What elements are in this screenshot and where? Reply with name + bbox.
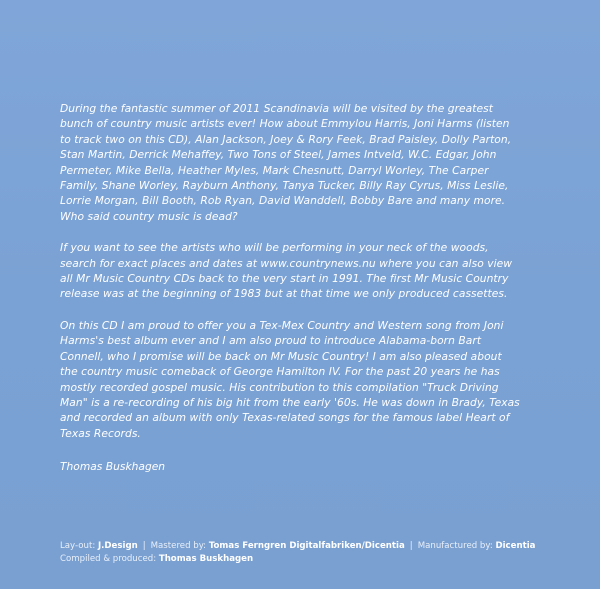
manufactured-label: Manufactured by: — [417, 541, 493, 551]
credits-line-2 — [60, 553, 535, 566]
paragraph-cd-contents: On this CD I am proud to offer you a Tex-Mex Country and Western song from Joni Harms's best album ever and I am also proud to introduce Alabama-born Bart Connell, who I promise will be back on Mr Music Country! I am also pleased about the country music comeback of George Hamilton IV. For the past 20 years he has mostly recorded gospel music. His contribution to this compilation "Truck Driving Man" is a re-recording of his big hit from the early '60s. He was down in Brady, Texas and recorded an album with only Texas-related songs for the famous label Heart of Texas Records. — [60, 318, 520, 440]
credits-separator: | — [142, 541, 146, 551]
layout-value: J.Design — [97, 541, 138, 551]
layout-label: Lay-out: — [60, 541, 96, 551]
paragraph-intro: During the fantastic summer of 2011 Scandinavia will be visited by the greatest bunch of country music artists ever! How about Emmylou Harris, Joni Harms (listen to track two on this CD), Alan Jackson, Joey & Rory Feek, Brad Paisley, Dolly Parton, Stan Martin, Derrick Mehaffey, Two Tons of Steel, James Intveld, W.C. Edgar, John Permeter, Mike Bella, Heather Myles, Mark Chesnutt, Darryl Worley, The Carper Family, Shane Worley, Rayburn Anthony, Tanya Tucker, Billy Ray Cyrus, Miss Leslie, Lorrie Morgan, Bill Booth, Rob Ryan, David Wanddell, Bobby Bare and many more. Who said country music is dead? — [60, 102, 512, 223]
signature: Thomas Buskhagen — [60, 460, 166, 473]
paragraph-website: If you want to see the artists who will be performing in your neck of the woods, search for exact places and dates at www.countrynews.nu where you can also view all Mr Music Country CDs back to the very start in 1991. The first Mr Music Country release was at the beginning of 1983 but at that time we only produced cassettes. — [60, 241, 513, 301]
mastered-value: Tomas Ferngren Digitalfabriken/Dicentia — [208, 541, 405, 551]
credits — [60, 540, 535, 566]
compiled-label: Compiled & produced: — [60, 554, 157, 564]
compiled-value: Thomas Buskhagen — [158, 554, 254, 564]
manufactured-value: Dicentia — [495, 541, 536, 551]
credits-separator: | — [409, 541, 413, 551]
credits-line-1 — [60, 540, 535, 553]
mastered-label: Mastered by: — [150, 541, 207, 551]
liner-notes — [60, 101, 560, 457]
